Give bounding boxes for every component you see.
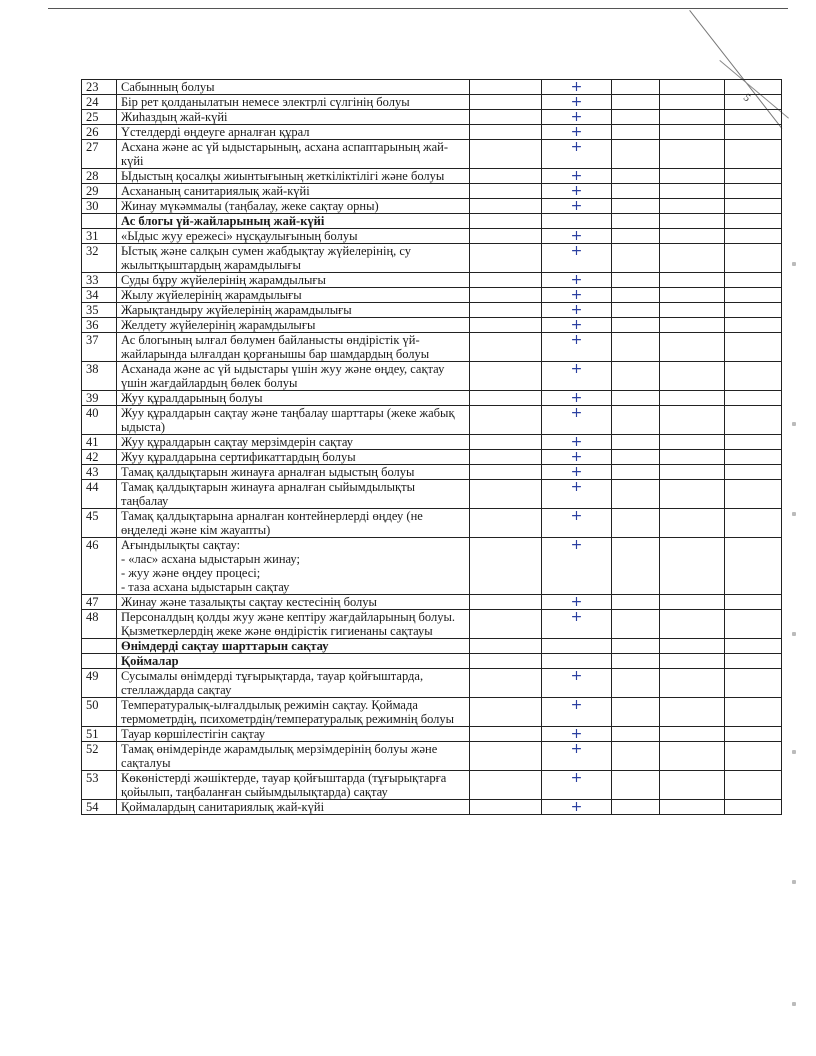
check-mark-cell: + <box>542 333 612 362</box>
empty-cell <box>612 303 660 318</box>
table-row <box>82 595 782 610</box>
row-number: 36 <box>82 318 117 333</box>
row-number: 49 <box>82 669 117 698</box>
criterion-text: Жуу құралдарын сақтау мерзімдерін сақтау <box>117 435 470 450</box>
table-row <box>82 125 782 140</box>
table-row <box>82 742 782 771</box>
empty-cell <box>725 110 782 125</box>
check-mark-cell: + <box>542 184 612 199</box>
inspection-checklist-table <box>81 79 782 815</box>
check-mark-cell: + <box>542 169 612 184</box>
table-row <box>82 610 782 639</box>
check-mark-cell: + <box>542 125 612 140</box>
row-number: 41 <box>82 435 117 450</box>
table-row <box>82 698 782 727</box>
row-number: 50 <box>82 698 117 727</box>
empty-cell <box>660 800 725 815</box>
criterion-text: Ағындылықты сақтау: - «лас» асхана ыдыстарын жинау; - жуу және өңдеу процесі; - таза асхана ыдыстарын сақтау <box>117 538 470 595</box>
row-number: 23 <box>82 80 117 95</box>
empty-cell <box>470 362 542 391</box>
empty-cell <box>660 214 725 229</box>
criterion-text: Үстелдерді өңдеуге арналған құрал <box>117 125 470 140</box>
table-row <box>82 140 782 169</box>
criterion-text: «Ыдыс жуу ережесі» нұсқаулығының болуы <box>117 229 470 244</box>
empty-cell <box>612 318 660 333</box>
check-mark-cell: + <box>542 391 612 406</box>
criterion-text: Ыстық және салқын сумен жабдықтау жүйелерінің, су жылытқыштардың жарамдылығы <box>117 244 470 273</box>
table-row <box>82 80 782 95</box>
empty-cell <box>470 435 542 450</box>
table-row <box>82 465 782 480</box>
empty-cell <box>470 229 542 244</box>
row-number: 44 <box>82 480 117 509</box>
empty-cell <box>612 406 660 435</box>
row-number: 39 <box>82 391 117 406</box>
table-row <box>82 199 782 214</box>
empty-cell <box>660 273 725 288</box>
row-number: 25 <box>82 110 117 125</box>
empty-cell <box>612 362 660 391</box>
table-row <box>82 110 782 125</box>
empty-cell <box>725 800 782 815</box>
empty-cell <box>660 595 725 610</box>
criterion-text: Жинау мүкәммалы (таңбалау, жеке сақтау орны) <box>117 199 470 214</box>
criterion-text: Тауар көршілестігін сақтау <box>117 727 470 742</box>
criterion-text: Персоналдың қолды жуу және кептіру жағдайларының болуы. Қызметкерлердің жеке және өндірістік гигиенаны сақтауы <box>117 610 470 639</box>
empty-cell <box>470 406 542 435</box>
criterion-text: Көкөністерді жәшіктерде, тауар қойғыштарда (тұғырықтарға қойылып, таңбаланған сыйымдылықтарда) сақтау <box>117 771 470 800</box>
empty-cell <box>470 95 542 110</box>
criterion-text: Жиһаздың жай-күйі <box>117 110 470 125</box>
empty-cell <box>612 391 660 406</box>
empty-cell <box>470 450 542 465</box>
empty-cell <box>612 742 660 771</box>
empty-cell <box>612 169 660 184</box>
row-number: 43 <box>82 465 117 480</box>
empty-cell <box>725 362 782 391</box>
table-row <box>82 771 782 800</box>
check-mark-cell: + <box>542 406 612 435</box>
criterion-text: Жуу құралдарын сақтау және таңбалау шарттары (жеке жабық ыдыста) <box>117 406 470 435</box>
check-mark-cell: + <box>542 95 612 110</box>
empty-cell <box>470 465 542 480</box>
empty-cell <box>660 480 725 509</box>
empty-cell <box>660 333 725 362</box>
check-mark-cell: + <box>542 669 612 698</box>
empty-cell <box>660 435 725 450</box>
empty-cell <box>725 465 782 480</box>
empty-cell <box>725 406 782 435</box>
row-number: 48 <box>82 610 117 639</box>
empty-cell <box>725 288 782 303</box>
empty-cell <box>612 140 660 169</box>
empty-cell <box>660 184 725 199</box>
empty-cell <box>725 125 782 140</box>
table-row <box>82 184 782 199</box>
check-mark-cell: + <box>542 465 612 480</box>
table-row <box>82 509 782 538</box>
empty-cell <box>660 80 725 95</box>
empty-cell <box>660 199 725 214</box>
empty-cell <box>660 771 725 800</box>
check-mark-cell: + <box>542 303 612 318</box>
check-mark-cell: + <box>542 771 612 800</box>
empty-cell <box>660 538 725 595</box>
check-mark-cell: + <box>542 110 612 125</box>
empty-cell <box>470 303 542 318</box>
empty-cell <box>470 538 542 595</box>
row-number: 28 <box>82 169 117 184</box>
empty-cell <box>725 727 782 742</box>
empty-cell <box>725 214 782 229</box>
row-number: 40 <box>82 406 117 435</box>
page-number: 5 <box>740 91 753 105</box>
criterion-text: Суды бұру жүйелерінің жарамдылығы <box>117 273 470 288</box>
check-mark-cell: + <box>542 509 612 538</box>
check-mark-cell: + <box>542 727 612 742</box>
empty-cell <box>660 639 725 654</box>
criterion-text: Асхананың санитариялық жай-күйі <box>117 184 470 199</box>
criterion-text: Жарықтандыру жүйелерінің жарамдылығы <box>117 303 470 318</box>
criterion-text: Жуу құралдарына сертификаттардың болуы <box>117 450 470 465</box>
empty-cell <box>660 654 725 669</box>
check-mark-cell: + <box>542 800 612 815</box>
empty-cell <box>725 698 782 727</box>
empty-cell <box>470 288 542 303</box>
empty-cell <box>725 480 782 509</box>
empty-cell <box>470 509 542 538</box>
empty-cell <box>660 450 725 465</box>
criterion-text: Температуралық-ылғалдылық режимін сақтау. Қоймада термометрдің, психометрдің/температуралық режимнің болуы <box>117 698 470 727</box>
empty-cell <box>660 742 725 771</box>
empty-cell <box>725 595 782 610</box>
empty-cell <box>612 273 660 288</box>
empty-cell <box>612 333 660 362</box>
empty-cell <box>612 199 660 214</box>
empty-cell <box>612 800 660 815</box>
check-mark-cell: + <box>542 199 612 214</box>
empty-cell <box>612 654 660 669</box>
table-row <box>82 303 782 318</box>
empty-cell <box>470 184 542 199</box>
empty-cell <box>470 333 542 362</box>
check-mark-cell: + <box>542 450 612 465</box>
criterion-text: Тамақ қалдықтарына арналған контейнерлерді өңдеу (не өңделеді және кім жауапты) <box>117 509 470 538</box>
empty-cell <box>470 214 542 229</box>
empty-cell <box>660 318 725 333</box>
empty-cell <box>725 771 782 800</box>
criterion-text: Ас блогының ылғал бөлумен байланысты өндірістік үй-жайларында ылғалдан қорғанышы бар шамдардың болуы <box>117 333 470 362</box>
table-row <box>82 450 782 465</box>
empty-cell <box>660 727 725 742</box>
empty-cell <box>725 450 782 465</box>
empty-cell <box>612 110 660 125</box>
empty-cell <box>660 244 725 273</box>
row-number: 38 <box>82 362 117 391</box>
row-number: 52 <box>82 742 117 771</box>
empty-cell <box>470 771 542 800</box>
row-number: 35 <box>82 303 117 318</box>
page-top-rule <box>48 8 788 9</box>
empty-cell <box>725 95 782 110</box>
empty-cell <box>612 538 660 595</box>
criterion-text: Тамақ өнімдерінде жарамдылық мерзімдерінің болуы және сақталуы <box>117 742 470 771</box>
section-heading-row <box>82 639 782 654</box>
row-number: 30 <box>82 199 117 214</box>
empty-cell <box>612 639 660 654</box>
empty-cell <box>470 800 542 815</box>
table-row <box>82 800 782 815</box>
empty-cell <box>725 333 782 362</box>
empty-cell <box>725 169 782 184</box>
check-mark-cell: + <box>542 288 612 303</box>
empty-cell <box>725 303 782 318</box>
empty-cell <box>660 140 725 169</box>
empty-cell <box>612 698 660 727</box>
empty-cell <box>660 669 725 698</box>
empty-cell <box>725 669 782 698</box>
empty-cell <box>612 727 660 742</box>
empty-cell <box>725 435 782 450</box>
empty-cell <box>612 465 660 480</box>
criterion-text: Ыдыстың қосалқы жиынтығының жеткіліктілігі және болуы <box>117 169 470 184</box>
row-number: 54 <box>82 800 117 815</box>
section-title: Өнімдерді сақтау шарттарын сақтау <box>117 639 470 654</box>
row-number: 32 <box>82 244 117 273</box>
empty-cell <box>612 450 660 465</box>
section-heading-row <box>82 214 782 229</box>
empty-cell <box>725 244 782 273</box>
empty-cell <box>660 391 725 406</box>
empty-cell <box>612 125 660 140</box>
check-mark-cell: + <box>542 610 612 639</box>
empty-cell <box>660 288 725 303</box>
table-row <box>82 362 782 391</box>
row-number: 42 <box>82 450 117 465</box>
row-number: 47 <box>82 595 117 610</box>
empty-cell <box>470 125 542 140</box>
criterion-text: Жылу жүйелерінің жарамдылығы <box>117 288 470 303</box>
empty-cell <box>725 80 782 95</box>
row-number: 53 <box>82 771 117 800</box>
empty-cell <box>612 509 660 538</box>
row-number: 31 <box>82 229 117 244</box>
table-row <box>82 229 782 244</box>
empty-cell <box>725 229 782 244</box>
check-mark-cell <box>542 639 612 654</box>
criterion-text: Асханада және ас үй ыдыстары үшін жуу және өңдеу, сақтау үшін жағдайлардың бөлек болуы <box>117 362 470 391</box>
check-mark-cell <box>542 214 612 229</box>
empty-cell <box>725 199 782 214</box>
row-number <box>82 639 117 654</box>
section-heading-row <box>82 654 782 669</box>
check-mark-cell <box>542 654 612 669</box>
empty-cell <box>660 509 725 538</box>
row-number: 27 <box>82 140 117 169</box>
table-row <box>82 435 782 450</box>
row-number <box>82 654 117 669</box>
empty-cell <box>725 742 782 771</box>
empty-cell <box>660 698 725 727</box>
empty-cell <box>612 80 660 95</box>
empty-cell <box>470 169 542 184</box>
empty-cell <box>470 110 542 125</box>
criterion-text: Бір рет қолданылатын немесе электрлі сүлгінің болуы <box>117 95 470 110</box>
empty-cell <box>660 229 725 244</box>
empty-cell <box>612 214 660 229</box>
empty-cell <box>725 391 782 406</box>
row-number: 46 <box>82 538 117 595</box>
check-mark-cell: + <box>542 698 612 727</box>
empty-cell <box>470 669 542 698</box>
table-row <box>82 333 782 362</box>
check-mark-cell: + <box>542 244 612 273</box>
table-row <box>82 406 782 435</box>
criterion-text: Жуу құралдарының болуы <box>117 391 470 406</box>
empty-cell <box>612 244 660 273</box>
table-row <box>82 273 782 288</box>
empty-cell <box>660 125 725 140</box>
table-row <box>82 244 782 273</box>
row-number: 45 <box>82 509 117 538</box>
empty-cell <box>660 362 725 391</box>
section-title: Қоймалар <box>117 654 470 669</box>
table-row <box>82 538 782 595</box>
empty-cell <box>660 610 725 639</box>
table-row <box>82 727 782 742</box>
table-row <box>82 318 782 333</box>
empty-cell <box>660 169 725 184</box>
empty-cell <box>725 184 782 199</box>
criterion-text: Тамақ қалдықтарын жинауға арналған ыдыстың болуы <box>117 465 470 480</box>
empty-cell <box>612 480 660 509</box>
table-row <box>82 391 782 406</box>
empty-cell <box>470 698 542 727</box>
check-mark-cell: + <box>542 140 612 169</box>
table-row <box>82 95 782 110</box>
empty-cell <box>725 140 782 169</box>
row-number <box>82 214 117 229</box>
table-row <box>82 669 782 698</box>
table-row <box>82 169 782 184</box>
empty-cell <box>660 406 725 435</box>
empty-cell <box>725 273 782 288</box>
empty-cell <box>725 538 782 595</box>
empty-cell <box>612 610 660 639</box>
empty-cell <box>470 742 542 771</box>
row-number: 37 <box>82 333 117 362</box>
empty-cell <box>725 509 782 538</box>
criterion-text: Тамақ қалдықтарын жинауға арналған сыйымдылықты таңбалау <box>117 480 470 509</box>
check-mark-cell: + <box>542 362 612 391</box>
empty-cell <box>612 229 660 244</box>
empty-cell <box>470 244 542 273</box>
section-title: Ас блогы үй-жайларының жай-күйі <box>117 214 470 229</box>
criterion-text: Сабынның болуы <box>117 80 470 95</box>
empty-cell <box>612 669 660 698</box>
empty-cell <box>470 318 542 333</box>
check-mark-cell: + <box>542 742 612 771</box>
row-number: 24 <box>82 95 117 110</box>
check-mark-cell: + <box>542 480 612 509</box>
row-number: 51 <box>82 727 117 742</box>
criterion-text: Асхана және ас үй ыдыстарының, асхана аспаптарының жай-күйі <box>117 140 470 169</box>
check-mark-cell: + <box>542 80 612 95</box>
empty-cell <box>612 184 660 199</box>
empty-cell <box>470 639 542 654</box>
empty-cell <box>725 654 782 669</box>
table-row <box>82 288 782 303</box>
empty-cell <box>725 610 782 639</box>
row-number: 29 <box>82 184 117 199</box>
check-mark-cell: + <box>542 229 612 244</box>
empty-cell <box>470 480 542 509</box>
empty-cell <box>612 595 660 610</box>
row-number: 26 <box>82 125 117 140</box>
criterion-text: Қоймалардың санитариялық жай-күйі <box>117 800 470 815</box>
empty-cell <box>470 391 542 406</box>
empty-cell <box>470 199 542 214</box>
empty-cell <box>660 110 725 125</box>
empty-cell <box>725 639 782 654</box>
empty-cell <box>470 654 542 669</box>
empty-cell <box>660 303 725 318</box>
empty-cell <box>470 80 542 95</box>
empty-cell <box>612 771 660 800</box>
check-mark-cell: + <box>542 435 612 450</box>
criterion-text: Желдету жүйелерінің жарамдылығы <box>117 318 470 333</box>
empty-cell <box>470 273 542 288</box>
empty-cell <box>470 595 542 610</box>
check-mark-cell: + <box>542 273 612 288</box>
check-mark-cell: + <box>542 538 612 595</box>
row-number: 33 <box>82 273 117 288</box>
empty-cell <box>470 727 542 742</box>
empty-cell <box>725 318 782 333</box>
row-number: 34 <box>82 288 117 303</box>
check-mark-cell: + <box>542 595 612 610</box>
empty-cell <box>660 95 725 110</box>
criterion-text: Жинау және тазалықты сақтау кестесінің болуы <box>117 595 470 610</box>
table-row <box>82 480 782 509</box>
empty-cell <box>470 610 542 639</box>
empty-cell <box>612 95 660 110</box>
empty-cell <box>612 288 660 303</box>
criterion-text: Сусымалы өнімдерді тұғырықтарда, тауар қойғыштарда, стеллаждарда сақтау <box>117 669 470 698</box>
check-mark-cell: + <box>542 318 612 333</box>
empty-cell <box>660 465 725 480</box>
empty-cell <box>612 435 660 450</box>
empty-cell <box>470 140 542 169</box>
